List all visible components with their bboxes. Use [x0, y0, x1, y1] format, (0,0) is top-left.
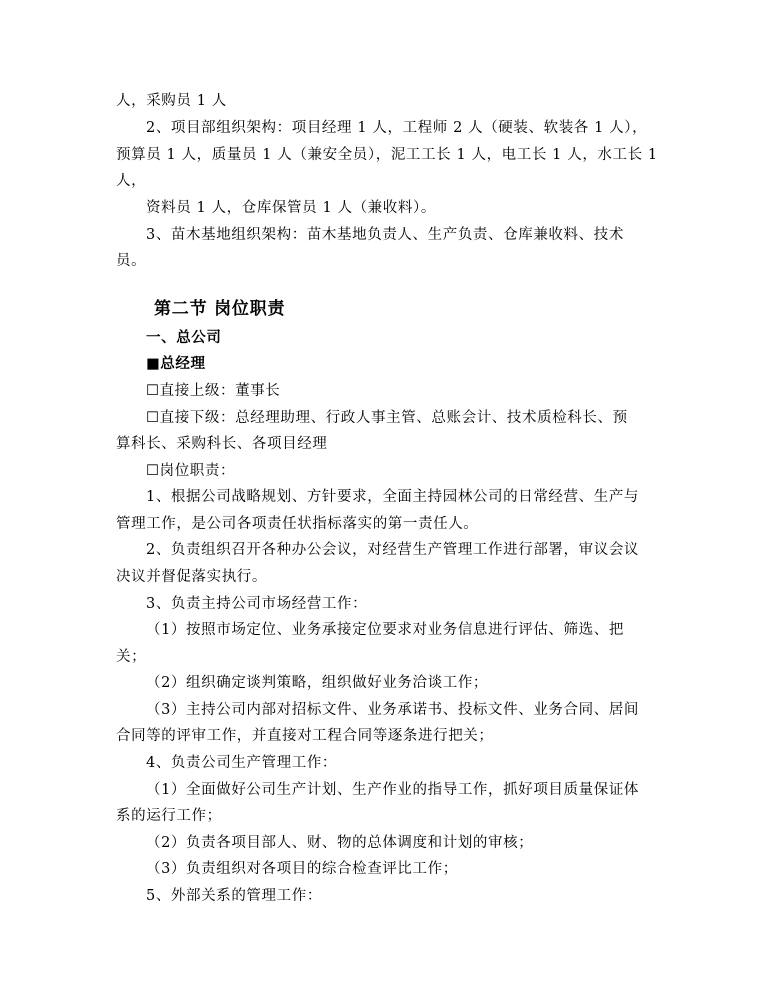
text-line: 资料员 1 人，仓库保管员 1 人（兼收料）。: [146, 200, 436, 216]
text-line: 人，: [116, 173, 147, 189]
text-line: ☐直接上级：董事长: [146, 383, 281, 399]
text-line: （1）按照市场定位、业务承接定位要求对业务信息进行评估、筛选、把: [146, 622, 624, 638]
text-line: 关；: [116, 649, 147, 665]
text-line: 算科长、采购科长、各项目经理: [116, 436, 328, 452]
section-heading: 第二节 岗位职责: [154, 299, 286, 319]
text-line: 1、根据公司战略规划、方针要求，全面主持园林公司的日常经营、生产与: [146, 489, 640, 505]
text-line: （2）组织确定谈判策略，组织做好业务洽谈工作；: [146, 675, 489, 691]
text-line: 5、外部关系的管理工作：: [146, 888, 322, 904]
text-line: （1）全面做好公司生产计划、生产作业的指导工作，抓好项目质量保证体: [146, 782, 640, 798]
text-line: 员。: [116, 253, 147, 269]
text-line: ☐岗位职责：: [146, 463, 236, 479]
text-line: 合同等的评审工作，并直接对工程合同等逐条进行把关；: [116, 728, 494, 744]
role-heading: ■总经理: [146, 355, 206, 372]
text-line: （3）负责组织对各项目的综合检查评比工作；: [146, 861, 458, 877]
text-line: 2、负责组织召开各种办公会议，对经营生产管理工作进行部署，审议会议: [146, 542, 640, 558]
subsection-heading: 一、总公司: [146, 329, 222, 346]
text-line: 预算员 1 人，质量员 1 人（兼安全员），泥工工长 1 人，电工长 1 人，水工长 1: [116, 147, 658, 163]
text-line: 3、负责主持公司市场经营工作：: [146, 596, 368, 612]
text-line: 管理工作，是公司各项责任状指标落实的第一责任人。: [116, 516, 479, 532]
text-line: （2）负责各项目部人、财、物的总体调度和计划的审核；: [146, 835, 534, 851]
text-line: 2、项目部组织架构：项目经理 1 人，工程师 2 人（硬装、软装各 1 人），: [146, 120, 648, 136]
text-line: （3）主持公司内部对招标文件、业务承诺书、投标文件、业务合同、居间: [146, 702, 640, 718]
text-line: 4、负责公司生产管理工作：: [146, 755, 338, 771]
text-line: 系的运行工作；: [116, 808, 222, 824]
text-line: 3、苗木基地组织架构：苗木基地负责人、生产负责、仓库兼收料、技术: [146, 227, 624, 243]
text-line: 决议并督促落实执行。: [116, 569, 267, 585]
text-line: 人，采购员 1 人: [116, 93, 227, 109]
text-line: ☐直接下级：总经理助理、行政人事主管、总账会计、技术质检科长、预: [146, 410, 628, 426]
